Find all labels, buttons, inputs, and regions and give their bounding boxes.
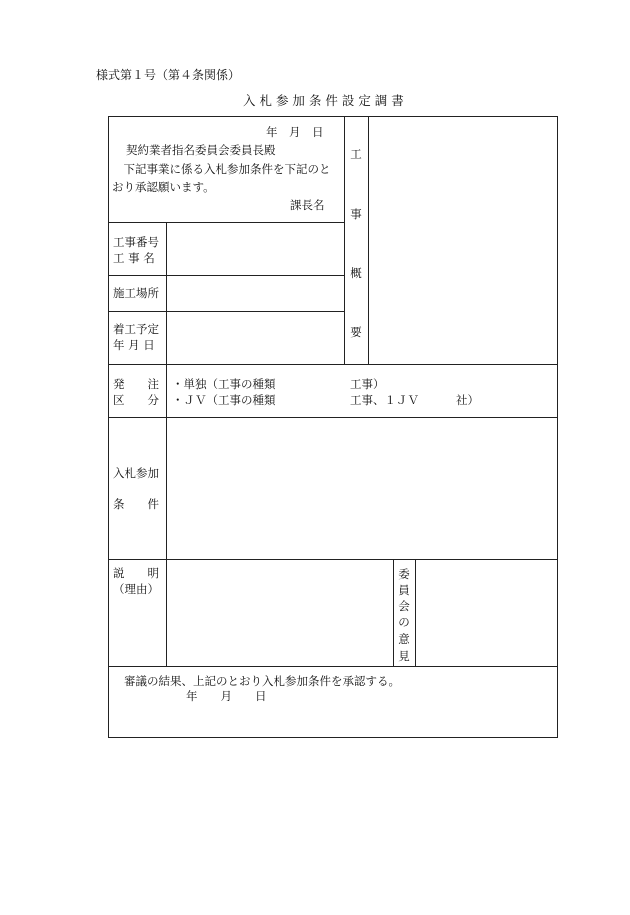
order-single-a: ・単独（工事の種類 [172, 377, 276, 391]
request-body-line1: 下記事業に係る入札参加条件を下記のと [112, 162, 331, 176]
overview-char: 工 [350, 147, 362, 161]
result-text: 審議の結果、上記のとおり入札参加条件を承認する。 [124, 674, 400, 688]
site-label: 施工場所 [113, 286, 159, 300]
overview-char: 要 [350, 325, 362, 339]
explanation-label-1: 説 明 [113, 566, 159, 580]
bid-condition-label-2: 条 件 [113, 497, 159, 511]
committee-char: 員 [398, 583, 410, 597]
start-date-label-2: 年 月 日 [113, 338, 155, 352]
overview-char: 概 [350, 266, 362, 280]
order-single-b: 工事） [350, 377, 385, 391]
form-title: 入 札 参 加 条 件 設 定 調 書 [243, 93, 404, 108]
form-number: 様式第１号（第４条関係） [96, 68, 241, 82]
request-date: 年 月 日 [266, 125, 324, 139]
signer-label: 課長名 [290, 198, 325, 212]
order-jv-c: 社） [456, 393, 479, 407]
order-jv-a: ・ＪＶ（工事の種類 [172, 393, 276, 407]
committee-char: の [398, 615, 410, 629]
addressee: 契約業者指名委員会委員長殿 [126, 143, 276, 157]
start-date-label-1: 着工予定 [113, 322, 159, 336]
order-label-1: 発 注 [113, 377, 159, 391]
committee-char: 委 [398, 567, 410, 581]
order-label-2: 区 分 [113, 393, 159, 407]
project-number-label: 工事番号 [113, 235, 159, 249]
committee-char: 会 [398, 599, 410, 613]
bid-condition-label-1: 入札参加 [113, 466, 159, 480]
project-name-label: 工 事 名 [113, 251, 155, 265]
request-body-line2: おり承認願います。 [112, 180, 215, 194]
order-jv-b: 工事、１ＪＶ [350, 393, 419, 407]
committee-char: 見 [398, 649, 410, 663]
explanation-label-2: （理由） [113, 582, 159, 596]
result-date: 年 月 日 [186, 689, 267, 703]
committee-char: 意 [398, 632, 410, 646]
overview-char: 事 [350, 207, 362, 221]
